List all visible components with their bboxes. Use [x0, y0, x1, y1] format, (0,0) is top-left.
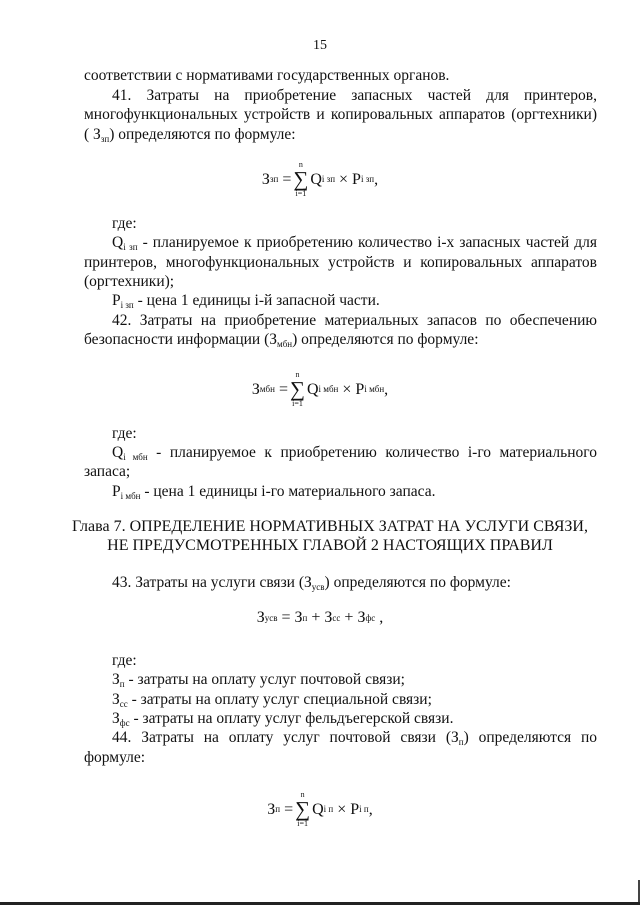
paragraph-42-line-2: безопасности информации $(З_{мбн})$ определяются по формуле:	[84, 331, 479, 349]
paragraph-44-line-2: формуле:	[84, 749, 146, 766]
definition-q-mbi: $Q_{i мбн}$ - планируемое к приобретению количество i-го материального	[112, 444, 598, 462]
formula-zp: З зп = n ∑ i=1 Q i зп × P i зп ,	[261, 160, 379, 198]
paragraph-41-line-2: многофункциональных устройств и копировальных аппаратов (оргтехники)	[84, 106, 597, 123]
definition-q-zp-end: (оргтехники);	[84, 273, 175, 290]
definition-q-zp: $Q_{i зп}$ - планируемое к приобретению количество i-х запасных частей для	[112, 234, 598, 252]
sum-sign: n ∑ i=1	[289, 370, 305, 408]
where-label: где:	[112, 652, 137, 669]
sum-sign: n ∑ i=1	[293, 160, 309, 198]
chapter-heading-line-2: НЕ ПРЕДУСМОТРЕННЫХ ГЛАВОЙ 2 НАСТОЯЩИХ ПРАВИЛ	[107, 537, 553, 554]
definition-z-p: $З_п$ - затраты на оплату услуг почтовой связи;	[112, 671, 405, 689]
definition-q-zp-cont: принтеров, многофункциональных устройств и копировальных аппаратов	[84, 254, 597, 271]
where-label: где:	[112, 425, 137, 442]
definition-p-mbi: $P_{i мбн}$ - цена 1 единицы i-го материального запаса.	[112, 483, 436, 501]
page-number: 15	[313, 38, 327, 53]
definition-z-ss: $З_{сс}$ - затраты на оплату услуг специальной связи;	[112, 691, 432, 709]
formula-usv: З усв = З п + З сс + З фс ,	[256, 609, 384, 626]
chapter-heading-line-1: Глава 7. ОПРЕДЕЛЕНИЕ НОРМАТИВНЫХ ЗАТРАТ НА УСЛУГИ СВЯЗИ,	[72, 518, 588, 535]
definition-q-mbi-end: запаса;	[84, 463, 131, 480]
where-label: где:	[112, 215, 137, 232]
paragraph-43: 43. Затраты на услуги связи $(З_{усв})$ определяются по формуле:	[112, 574, 511, 592]
definition-p-zp: $P_{i зп}$ - цена 1 единицы i-й запасной части.	[112, 292, 380, 310]
definition-z-fs: $З_{фс}$ - затраты на оплату услуг фельдъегерской связи.	[112, 710, 454, 728]
formula-mbi: З мбн = n ∑ i=1 Q i мбн × P i мбн ,	[251, 370, 389, 408]
text-line: соответствии с нормативами государственных органов.	[84, 67, 450, 84]
paragraph-44-line-1: 44. Затраты на оплату услуг почтовой связи $(З_п)$ определяются по	[112, 729, 597, 747]
paragraph-41-line-3: ( $З_{зп}$) определяются по формуле:	[84, 126, 296, 144]
formula-p: З п = n ∑ i=1 Q i п × P i п ,	[267, 790, 373, 828]
paragraph-41-line-1: 41. Затраты на приобретение запасных частей для принтеров,	[112, 87, 597, 104]
sum-sign: n ∑ i=1	[295, 790, 311, 828]
paragraph-42-line-1: 42. Затраты на приобретение материальных запасов по обеспечению	[112, 312, 597, 329]
